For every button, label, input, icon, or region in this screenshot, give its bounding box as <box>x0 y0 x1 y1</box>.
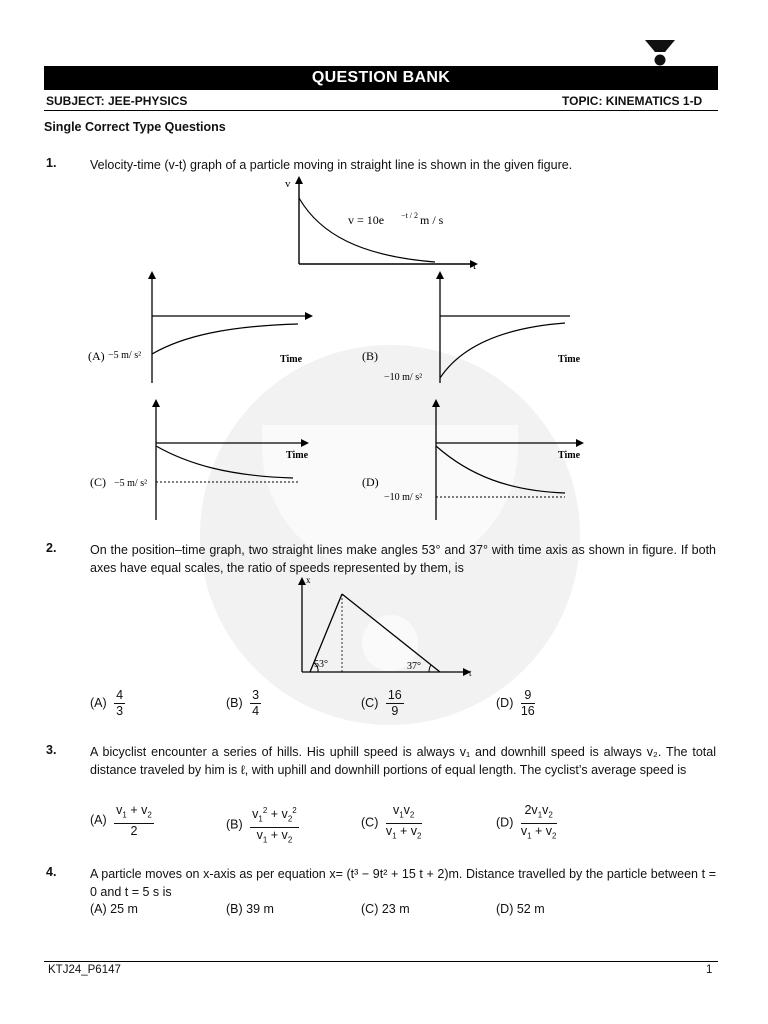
question-number: 4. <box>46 865 57 879</box>
option-d[interactable] <box>496 803 557 843</box>
page-number: 1 <box>706 964 713 976</box>
question-text: A particle moves on x-axis as per equation x= (t³ − 9t² + 15 t + 2)m. Distance travelled by the particle between t = 0 and t = 5 s is <box>90 867 716 899</box>
question-number: 2. <box>46 541 57 555</box>
page-title: QUESTION BANK <box>44 66 718 90</box>
option-a[interactable] <box>90 803 154 839</box>
option-label: (D) <box>496 815 514 830</box>
option-label: (B) <box>226 695 243 710</box>
option-label: (A) <box>88 349 105 363</box>
equation-exponent: −t / 2 <box>401 211 418 220</box>
option-b-graph <box>360 268 590 388</box>
option-a-value: −5 m/ s² <box>108 350 142 361</box>
option-d[interactable] <box>496 688 535 719</box>
question-number: 1. <box>46 156 57 170</box>
option-a[interactable] <box>90 688 125 719</box>
time-axis-label: Time <box>286 450 309 461</box>
t-axis-label: t <box>469 668 472 678</box>
question-number: 3. <box>46 743 57 757</box>
fraction: $\frac{16}{9}$ <box>387 688 402 718</box>
option-label: (A) <box>90 695 107 710</box>
x-axis-label: x <box>306 575 311 585</box>
option-a[interactable]: (A) 25 m <box>90 902 138 916</box>
v-axis-label: v <box>285 178 291 190</box>
option-c-value: −5 m/ s² <box>114 478 148 489</box>
fraction: $\frac{3}{4}$ <box>252 688 260 718</box>
fraction: $\frac{9}{16}$ <box>520 688 535 718</box>
fraction: $\frac{v_1 + v_2}{2}$ <box>116 803 152 838</box>
time-axis-label: Time <box>280 354 303 365</box>
option-d-graph <box>360 396 590 522</box>
fraction: $\frac{2v_1v_2}{v_1 + v_2}$ <box>520 803 557 840</box>
time-axis-label: Time <box>558 450 581 461</box>
header-divider <box>44 110 718 111</box>
option-label: (C) <box>90 475 106 489</box>
option-c-graph <box>88 396 318 522</box>
option-c[interactable] <box>361 688 404 719</box>
position-time-graph <box>285 572 485 682</box>
footer-divider <box>44 961 718 962</box>
equation-units: m / s <box>420 213 444 227</box>
angle-37-label: 37° <box>407 661 421 672</box>
question-text: Velocity-time (v-t) graph of a particle moving in straight line is shown in the given figure. <box>90 158 573 172</box>
document-code: KTJ24_P6147 <box>48 964 121 976</box>
option-label: (B) <box>226 817 243 832</box>
option-label: (B) <box>362 349 378 363</box>
option-d-value: −10 m/ s² <box>384 492 423 503</box>
question-text: On the position–time graph, two straight lines make angles 53° and 37° with time axis as shown in figure. If both axes have equal scales, the ratio of speeds represented by them, is <box>90 543 716 575</box>
section-title: Single Correct Type Questions <box>44 120 226 134</box>
option-label: (C) <box>361 695 379 710</box>
option-b[interactable]: (B) 39 m <box>226 902 274 916</box>
velocity-time-graph <box>280 172 480 272</box>
option-b-value: −10 m/ s² <box>384 372 423 383</box>
option-c[interactable] <box>361 803 422 843</box>
option-c[interactable]: (C) 23 m <box>361 902 410 916</box>
option-label: (D) <box>496 695 514 710</box>
t-axis-label: t <box>473 260 477 272</box>
option-b[interactable] <box>226 803 299 847</box>
subject-label: SUBJECT: JEE-PHYSICS <box>46 94 188 108</box>
angle-53-label: 53° <box>314 659 328 670</box>
time-axis-label: Time <box>558 354 581 365</box>
fraction: $\frac{v_1^2 + v_2^2}{v_1 + v_2}$ <box>250 803 299 847</box>
option-a-graph <box>88 268 318 388</box>
brand-logo-icon <box>645 40 675 66</box>
option-b[interactable] <box>226 688 261 719</box>
fraction: $\frac{v_1v_2}{v_1 + v_2}$ <box>385 803 422 840</box>
topic-label: TOPIC: KINEMATICS 1-D <box>562 94 703 108</box>
option-label: (A) <box>90 813 107 828</box>
equation-label: v = 10e <box>348 213 385 227</box>
option-label: (C) <box>361 815 379 830</box>
fraction: $\frac{4}{3}$ <box>116 688 124 718</box>
question-text: A bicyclist encounter a series of hills. His uphill speed is always v₁ and downhill speed is always v₂. The total distance traveled by him is ℓ, with uphill and downhill portions of equal length. The cyclist’s average speed is <box>90 745 716 777</box>
option-label: (D) <box>362 475 379 489</box>
option-d[interactable]: (D) 52 m <box>496 902 545 916</box>
